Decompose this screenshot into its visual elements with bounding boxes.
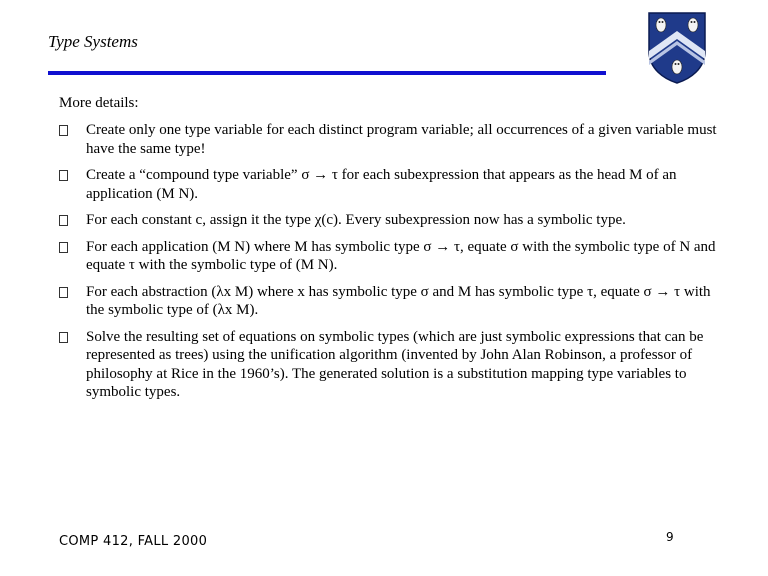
bullet-text: Create only one type variable for each distinct program variable; all occurrences of a given variable must have the same type!: [86, 122, 717, 157]
bullet-box-icon: [59, 332, 68, 343]
bullet-item: [59, 166, 724, 203]
bullet-box-icon: [59, 170, 68, 181]
bullet-text: Solve the resulting set of equations on symbolic types (which are just symbolic expressions that can be represented as trees) using the unification algorithm (invented by John Alan Robinson, a professor of philosophy at Rice in the 1960’s). The generated solution is a substitution mapping type variables to symbolic types.: [86, 328, 704, 400]
bullet-item: [59, 283, 724, 320]
bullet-item: [59, 121, 724, 158]
title-divider: [48, 71, 606, 75]
bullet-text: For each application (M N) where M has symbolic type σ → τ, equate σ with the symbolic type of N and equate τ with the symbolic type of (M N).: [86, 238, 716, 273]
slide-title: Type Systems: [48, 32, 138, 51]
bullet-box-icon: [59, 125, 68, 136]
page-number: 9: [666, 530, 674, 544]
footer-course: COMP 412, FALL 2000: [59, 534, 208, 549]
rice-university-shield-icon: [646, 11, 708, 84]
bullet-item: [59, 211, 724, 230]
bullet-text: For each abstraction (λx M) where x has symbolic type σ and M has symbolic type τ, equate σ → τ with the symbolic type of (λx M).: [86, 283, 711, 318]
bullet-box-icon: [59, 215, 68, 226]
bullet-item: [59, 238, 724, 275]
bullet-list: [59, 121, 724, 410]
bullet-text: For each constant c, assign it the type χ(c). Every subexpression now has a symbolic type.: [86, 212, 626, 228]
bullet-text: Create a “compound type variable” σ → τ for each subexpression that appears as the head M of an application (M N).: [86, 167, 677, 202]
bullet-item: [59, 328, 724, 402]
intro-text: More details:: [59, 95, 139, 111]
bullet-box-icon: [59, 287, 68, 298]
bullet-box-icon: [59, 242, 68, 253]
